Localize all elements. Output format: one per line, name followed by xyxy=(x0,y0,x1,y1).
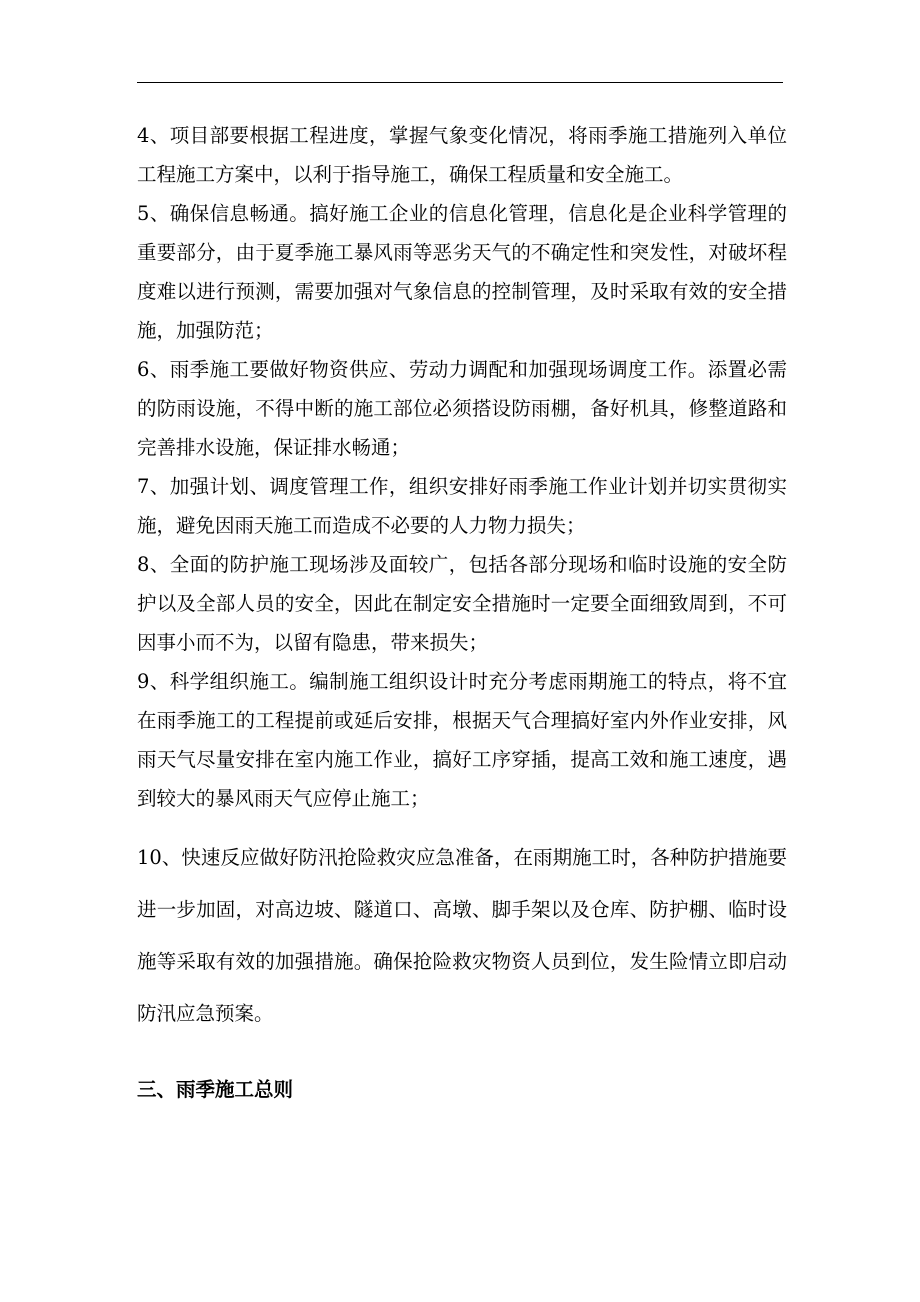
paragraph-item-7: 7、加强计划、调度管理工作，组织安排好雨季施工作业计划并切实贯彻实施，避免因雨天施工而造成不必要的人力物力损失； xyxy=(137,475,787,537)
paragraph-item-5: 5、确保信息畅通。搞好施工企业的信息化管理，信息化是企业科学管理的重要部分，由于夏季施工暴风雨等恶劣天气的不确定性和突发性，对破坏程度难以进行预测，需要加强对气象信息的控制管理，及时采取有效的安全措施，加强防范； xyxy=(137,202,787,342)
paragraph-item-4: 4、项目部要根据工程进度，掌握气象变化情况，将雨季施工措施列入单位工程施工方案中，以利于指导施工，确保工程质量和安全施工。 xyxy=(137,124,787,186)
paragraph-item-6: 6、雨季施工要做好物资供应、劳动力调配和加强现场调度工作。添置必需的防雨设施，不得中断的施工部位必须搭设防雨棚，备好机具，修整道路和完善排水设施，保证排水畅通； xyxy=(137,358,787,459)
header-rule xyxy=(137,82,783,83)
section-heading: 三、雨季施工总则 xyxy=(137,1078,294,1101)
paragraph-item-10: 10、快速反应做好防汛抢险救灾应急准备，在雨期施工时，各种防护措施要进一步加固，对高边坡、隧道口、高墩、脚手架以及仓库、防护棚、临时设施等采取有效的加强措施。确保抢险救灾物资人员到位，发生险情立即启动防汛应急预案。 xyxy=(137,846,787,1025)
paragraph-item-9: 9、科学组织施工。编制施工组织设计时充分考虑雨期施工的特点，将不宜在雨季施工的工程提前或延后安排，根据天气合理搞好室内外作业安排，风雨天气尽量安排在室内施工作业，搞好工序穿插，提高工效和施工速度，遇到较大的暴风雨天气应停止施工； xyxy=(137,670,787,810)
document-body xyxy=(137,116,787,1109)
paragraph-item-8: 8、全面的防护施工现场涉及面较广，包括各部分现场和临时设施的安全防护以及全部人员的安全，因此在制定安全措施时一定要全面细致周到，不可因事小而不为，以留有隐患，带来损失； xyxy=(137,553,787,654)
